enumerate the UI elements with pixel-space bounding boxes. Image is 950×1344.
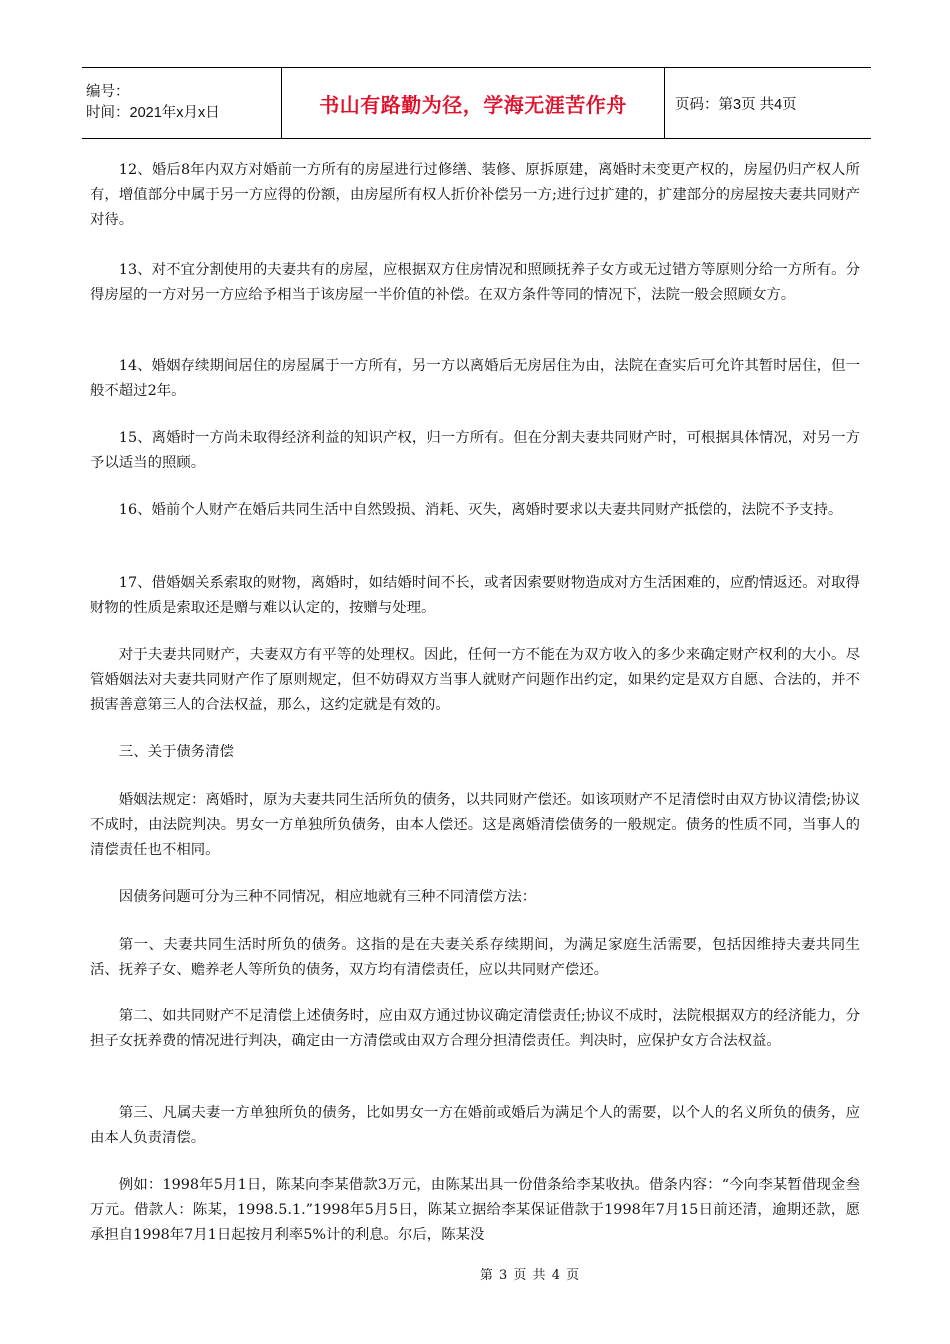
document-date-label: 时间：2021年x月x日 (86, 105, 220, 121)
paragraph-item-15: 15、离婚时一方尚未取得经济利益的知识产权，归一方所有。但在分割夫妻共同财产时，可根据具体情况，对另一方予以适当的照顾。 (90, 430, 860, 472)
paragraph-item-13: 13、对不宜分割使用的夫妻共有的房屋，应根据双方住房情况和照顾抚养子女方或无过错方等原则分给一方所有。分得房屋的一方对另一方应给予相当于该房屋一半价值的补偿。在双方条件等同的情况下，法院一般会照顾女方。 (90, 262, 860, 304)
page-footer (0, 1264, 950, 1283)
header-motto: 书山有路勤为径，学海无涯苦作舟 (319, 92, 627, 117)
paragraph-item-17: 17、借婚姻关系索取的财物，离婚时，如结婚时间不长，或者因索要财物造成对方生活困难的，应酌情返还。对取得财物的性质是索取还是赠与难以认定的，按赠与处理。 (90, 575, 860, 617)
footer-page-number: 第 3 页 共 4 页 (479, 1268, 581, 1283)
header-motto-cell (281, 68, 665, 138)
paragraph-first-situation: 第一、夫妻共同生活时所负的债务。这指的是在夫妻关系存续期间，为满足家庭生活需要，包括因维持夫妻共同生活、抚养子女、赡养老人等所负的债务，双方均有清偿责任，应以共同财产偿还。 (90, 937, 860, 979)
paragraph-item-16: 16、婚前个人财产在婚后共同生活中自然毁损、消耗、灭失，离婚时要求以夫妻共同财产抵偿的，法院不予支持。 (118, 502, 843, 518)
paragraph-marriage-law: 婚姻法规定：离婚时，原为夫妻共同生活所负的债务，以共同财产偿还。如该项财产不足清偿时由双方协议清偿;协议不成时，由法院判决。男女一方单独所负债务，由本人偿还。这是离婚清偿债务的一般规定。债务的性质不同，当事人的清偿责任也不相同。 (90, 792, 860, 859)
header-page-number: 页码：第3页 共4页 (675, 96, 797, 113)
section-heading-debt: 三、关于债务清偿 (118, 744, 234, 760)
paragraph-example: 例如：1998年5月1日，陈某向李某借款3万元，由陈某出具一份借条给李某收执。借条内容：“今向李某暂借现金叁万元。借款人：陈某，1998.5.1.”1998年5月5日，陈某立据给李某保证借款于1998年7月15日前还清，逾期还款，愿承担自1998年7月1日起按月利率5%计的利息。尔后，陈某没 (90, 1177, 860, 1244)
header-page-cell (665, 68, 871, 138)
document-header (82, 67, 871, 139)
paragraph-three-situations: 因债务问题可分为三种不同情况，相应地就有三种不同清偿方法： (118, 889, 537, 905)
header-meta (82, 68, 281, 138)
paragraph-second-situation: 第二、如共同财产不足清偿上述债务时，应由双方通过协议确定清偿责任;协议不成时，法院根据双方的经济能力，分担子女抚养费的情况进行判决，确定由一方清偿或由双方合理分担清偿责任。判决时，应保护女方合法权益。 (90, 1008, 860, 1050)
paragraph-item-12: 12、婚后8年内双方对婚前一方所有的房屋进行过修缮、装修、原拆原建，离婚时未变更产权的，房屋仍归产权人所有，增值部分中属于另一方应得的份额，由房屋所有权人折价补偿另一方;进行过扩建的，扩建部分的房屋按夫妻共同财产对待。 (90, 162, 860, 229)
paragraph-item-14: 14、婚姻存续期间居住的房屋属于一方所有，另一方以离婚后无房居住为由，法院在查实后可允许其暂时居住，但一般不超过2年。 (90, 358, 860, 400)
document-number-label: 编号： (86, 84, 130, 100)
paragraph-joint-property: 对于夫妻共同财产，夫妻双方有平等的处理权。因此，任何一方不能在为双方收入的多少来确定财产权利的大小。尽管婚姻法对夫妻共同财产作了原则规定，但不妨碍双方当事人就财产问题作出约定，如果约定是双方自愿、合法的，并不损害善意第三人的合法权益，那么，这约定就是有效的。 (90, 647, 860, 714)
paragraph-third-situation: 第三、凡属夫妻一方单独所负的债务，比如男女一方在婚前或婚后为满足个人的需要，以个人的名义所负的债务，应由本人负责清偿。 (90, 1105, 860, 1147)
